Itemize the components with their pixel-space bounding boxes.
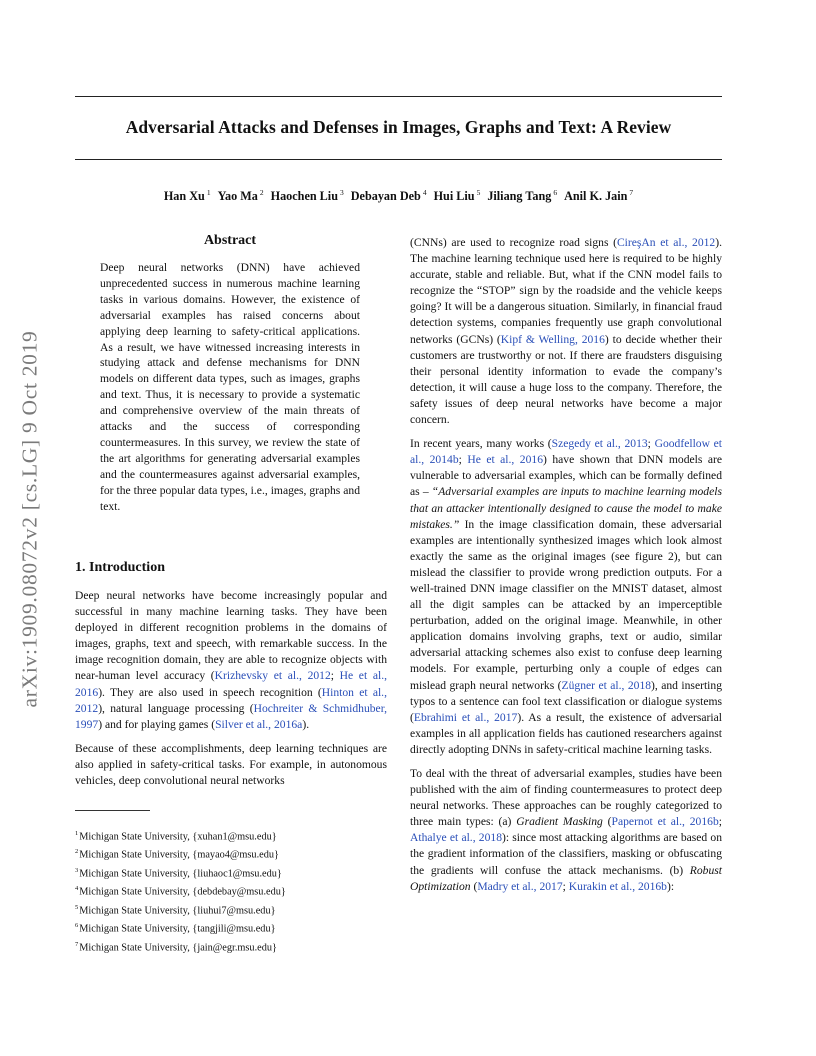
footnote-mark: 7	[75, 940, 79, 948]
author-name-text: Yao Ma	[217, 189, 258, 204]
body-text: Deep neural networks have become increasingly popular and successful in many machine learning tasks. They have been deployed in different recognition problems in the domains of images, graphs, text and speech, with remarkable success. In the image recognition domain, they are able to recognize objects with near-human level accuracy (	[75, 589, 387, 683]
body-text: ). The machine learning technique used here is required to be highly accurate, stable and reliable. But, what if the CNN model fails to recognize the “STOP” sign by the roadside and the vehicle keeps going? It will be a dangerous situation. Similarly, in financial fraud detection systems, companies frequently use graph convolutional networks (GCNs) (	[410, 236, 722, 346]
citation-link[interactable]: Madry et al., 2017	[477, 879, 563, 893]
author-affiliation-mark: 7	[629, 188, 634, 197]
body-text: (CNNs) are used to recognize road signs (	[410, 236, 617, 249]
citation-link[interactable]: Kurakin et al., 2016b	[568, 879, 667, 893]
author-affiliation-mark: 1	[206, 188, 211, 197]
arxiv-identifier: arXiv:1909.08072v2 [cs.LG] 9 Oct 2019	[17, 330, 42, 708]
author-name	[164, 189, 211, 203]
author-affiliation-mark: 3	[339, 188, 344, 197]
section-heading-introduction: 1. Introduction	[75, 560, 165, 575]
footnotes	[75, 826, 387, 955]
author-name	[271, 189, 344, 203]
footnote-mark: 6	[75, 922, 79, 930]
footnote	[75, 918, 387, 936]
paragraph	[75, 741, 387, 789]
emphasis-text: “Adversarial examples are inputs to machine learning models that an attacker intentionally designed to cause the model to make mistakes.”	[410, 485, 722, 531]
abstract-heading: Abstract	[203, 233, 257, 248]
footnote	[75, 844, 387, 862]
citation-link[interactable]: Silver et al., 2016a	[215, 717, 303, 731]
footnote-text: Michigan State University, {liuhui7@msu.edu}	[79, 905, 276, 917]
paragraph	[410, 766, 722, 895]
citation-link[interactable]: Ebrahimi et al., 2017	[413, 710, 518, 724]
body-text: ;	[647, 437, 655, 451]
citation-link[interactable]: Athalye et al., 2018	[410, 831, 502, 845]
body-text: ) to decide whether their customers are trustworthy or not. If there are fraudsters disguising their personal identity information to evade the company’s detection, it will cause a huge loss to the company. Therefore, the safety issues of deep neural networks have become a major concern.	[410, 332, 723, 427]
author-affiliation-mark: 5	[476, 188, 481, 197]
body-text: ;	[458, 453, 468, 467]
footnote-mark: 5	[75, 903, 79, 911]
footnote-text: Michigan State University, {xuhan1@msu.edu}	[79, 831, 277, 843]
author-name	[218, 189, 264, 203]
body-text: (	[470, 879, 478, 893]
body-text: ), and inserting typos to a sentence can fool text classification or dialogue systems (	[410, 678, 722, 724]
citation-link[interactable]: Hochreiter & Schmidhuber, 1997	[75, 701, 387, 731]
author-affiliation-mark: 6	[553, 188, 558, 197]
citation-link[interactable]: Goodfellow et al., 2014b	[410, 437, 722, 467]
body-text: ) have shown that DNN models are vulnerable to adversarial examples, which can be formally defined as –	[410, 453, 723, 499]
citation-link[interactable]: Papernot et al., 2016b	[611, 815, 719, 829]
body-text: ) and for playing games (	[98, 717, 216, 731]
citation-link[interactable]: He et al., 2016	[75, 669, 387, 699]
body-text: Because of these accomplishments, deep learning techniques are also applied in safety-critical tasks. For example, in autonomous vehicles, deep convolutional neural networks	[75, 741, 387, 788]
body-text: ;	[562, 879, 569, 893]
footnote	[75, 881, 387, 899]
footnote	[75, 826, 387, 844]
footnote-text: Michigan State University, {tangjili@msu.edu}	[79, 923, 276, 935]
emphasis-text: Gradient Masking	[516, 815, 603, 829]
author-affiliation-mark: 4	[422, 188, 427, 197]
author-name-text: Han Xu	[163, 189, 205, 204]
footnote-mark: 4	[75, 885, 79, 893]
right-column-body	[410, 235, 722, 903]
author-name-text: Jiliang Tang	[487, 189, 552, 204]
footnote	[75, 900, 387, 918]
author-affiliation-mark: 2	[259, 188, 264, 197]
body-text: In recent years, many works (	[410, 437, 552, 451]
paragraph	[75, 588, 387, 733]
author-name-text: Haochen Liu	[270, 189, 338, 204]
citation-link[interactable]: Szegedy et al., 2013	[551, 437, 648, 451]
paragraph	[410, 436, 722, 758]
footnote-rule	[75, 810, 150, 811]
body-text: ;	[718, 815, 722, 829]
author-name	[434, 189, 481, 203]
emphasis-text: Robust Optimization	[410, 863, 722, 893]
body-text: ):	[666, 879, 675, 893]
body-text: To deal with the threat of adversarial examples, studies have been published with the aim of finding countermeasures to protect deep neural networks. These approaches can be roughly categorized to three main types: (a)	[410, 767, 722, 829]
citation-link[interactable]: Kipf & Welling, 2016	[500, 332, 605, 346]
body-text: ). They are also used in speech recognition (	[98, 685, 322, 699]
author-list	[75, 188, 722, 204]
citation-link[interactable]: Zügner et al., 2018	[561, 678, 652, 692]
paper-title: Adversarial Attacks and Defenses in Images, Graphs and Text: A Review	[125, 117, 672, 137]
citation-link[interactable]: Hinton et al., 2012	[75, 685, 387, 715]
title-rule-top	[75, 96, 722, 97]
body-text: ).	[302, 717, 310, 731]
author-name-text: Hui Liu	[433, 189, 475, 204]
paragraph	[410, 235, 722, 428]
body-text: ;	[330, 669, 340, 683]
body-text: ), natural language processing (	[98, 701, 254, 715]
footnote	[75, 937, 387, 955]
author-name	[487, 189, 557, 203]
footnote-text: Michigan State University, {mayao4@msu.edu}	[79, 849, 279, 861]
footnote-mark: 1	[75, 830, 79, 837]
author-name	[351, 189, 427, 203]
body-text: In the image classification domain, these adversarial examples are intentionally synthesized images which look almost exactly the same as the original images (see figure 2), but can mislead the classifier to provide wrong prediction outputs. For a well-trained DNN image classifier on the MNIST dataset, almost all the digit samples can be attacked by an imperceptible perturbation, added on the original image. Meanwhile, in other application domains involving graphs, text or audio, similar adversarial attacking schemes also exist to confuse deep learning models. For example, perturbing only a couple of edges can mislead graph neural networks (	[410, 517, 722, 692]
footnote-text: Michigan State University, {debdebay@msu.edu}	[79, 886, 286, 898]
author-name-text: Debayan Deb	[350, 189, 421, 204]
footnote-mark: 2	[75, 848, 79, 856]
abstract-text: Deep neural networks (DNN) have achieved unprecedented success in numerous machine learning tasks in various domains. However, the existence of adversarial examples has raised concerns about applying deep learning to safety-critical applications. As a result, we have witnessed increasing interests in studying attack and defense mechanisms for DNN models on different data types, such as images, graphs and text. Thus, it is necessary to provide a systematic and comprehensive overview of the main threats of attacks and the success of corresponding countermeasures. In this survey, we review the state of the art algorithms for generating adversarial examples and the countermeasures against adversarial examples, for the three popular data types, i.e., images, graphs and text.	[100, 261, 360, 513]
author-name-text: Anil K. Jain	[564, 189, 628, 204]
body-text: ): since most attacking algorithms are based on the gradient information of the classifiers, masking or obfuscating the gradients will confuse the attack mechanisms. (b)	[410, 831, 723, 877]
author-name	[564, 189, 633, 203]
citation-link[interactable]: CireşAn et al., 2012	[616, 236, 716, 249]
footnote	[75, 863, 387, 881]
left-column-body	[75, 588, 387, 797]
citation-link[interactable]: Krizhevsky et al., 2012	[214, 669, 331, 683]
title-rule-bottom	[75, 159, 722, 160]
body-text: ). As a result, the existence of adversarial examples in all application fields has cautioned researchers against directly adopting DNNs in safety-critical machine learning tasks.	[410, 710, 722, 756]
footnote-mark: 3	[75, 866, 79, 874]
citation-link[interactable]: He et al., 2016	[467, 453, 543, 467]
footnote-text: Michigan State University, {liuhaoc1@msu.edu}	[79, 868, 282, 880]
arxiv-side-label	[10, 292, 50, 746]
body-text: (	[602, 815, 612, 829]
footnote-text: Michigan State University, {jain@egr.msu.edu}	[79, 941, 277, 953]
